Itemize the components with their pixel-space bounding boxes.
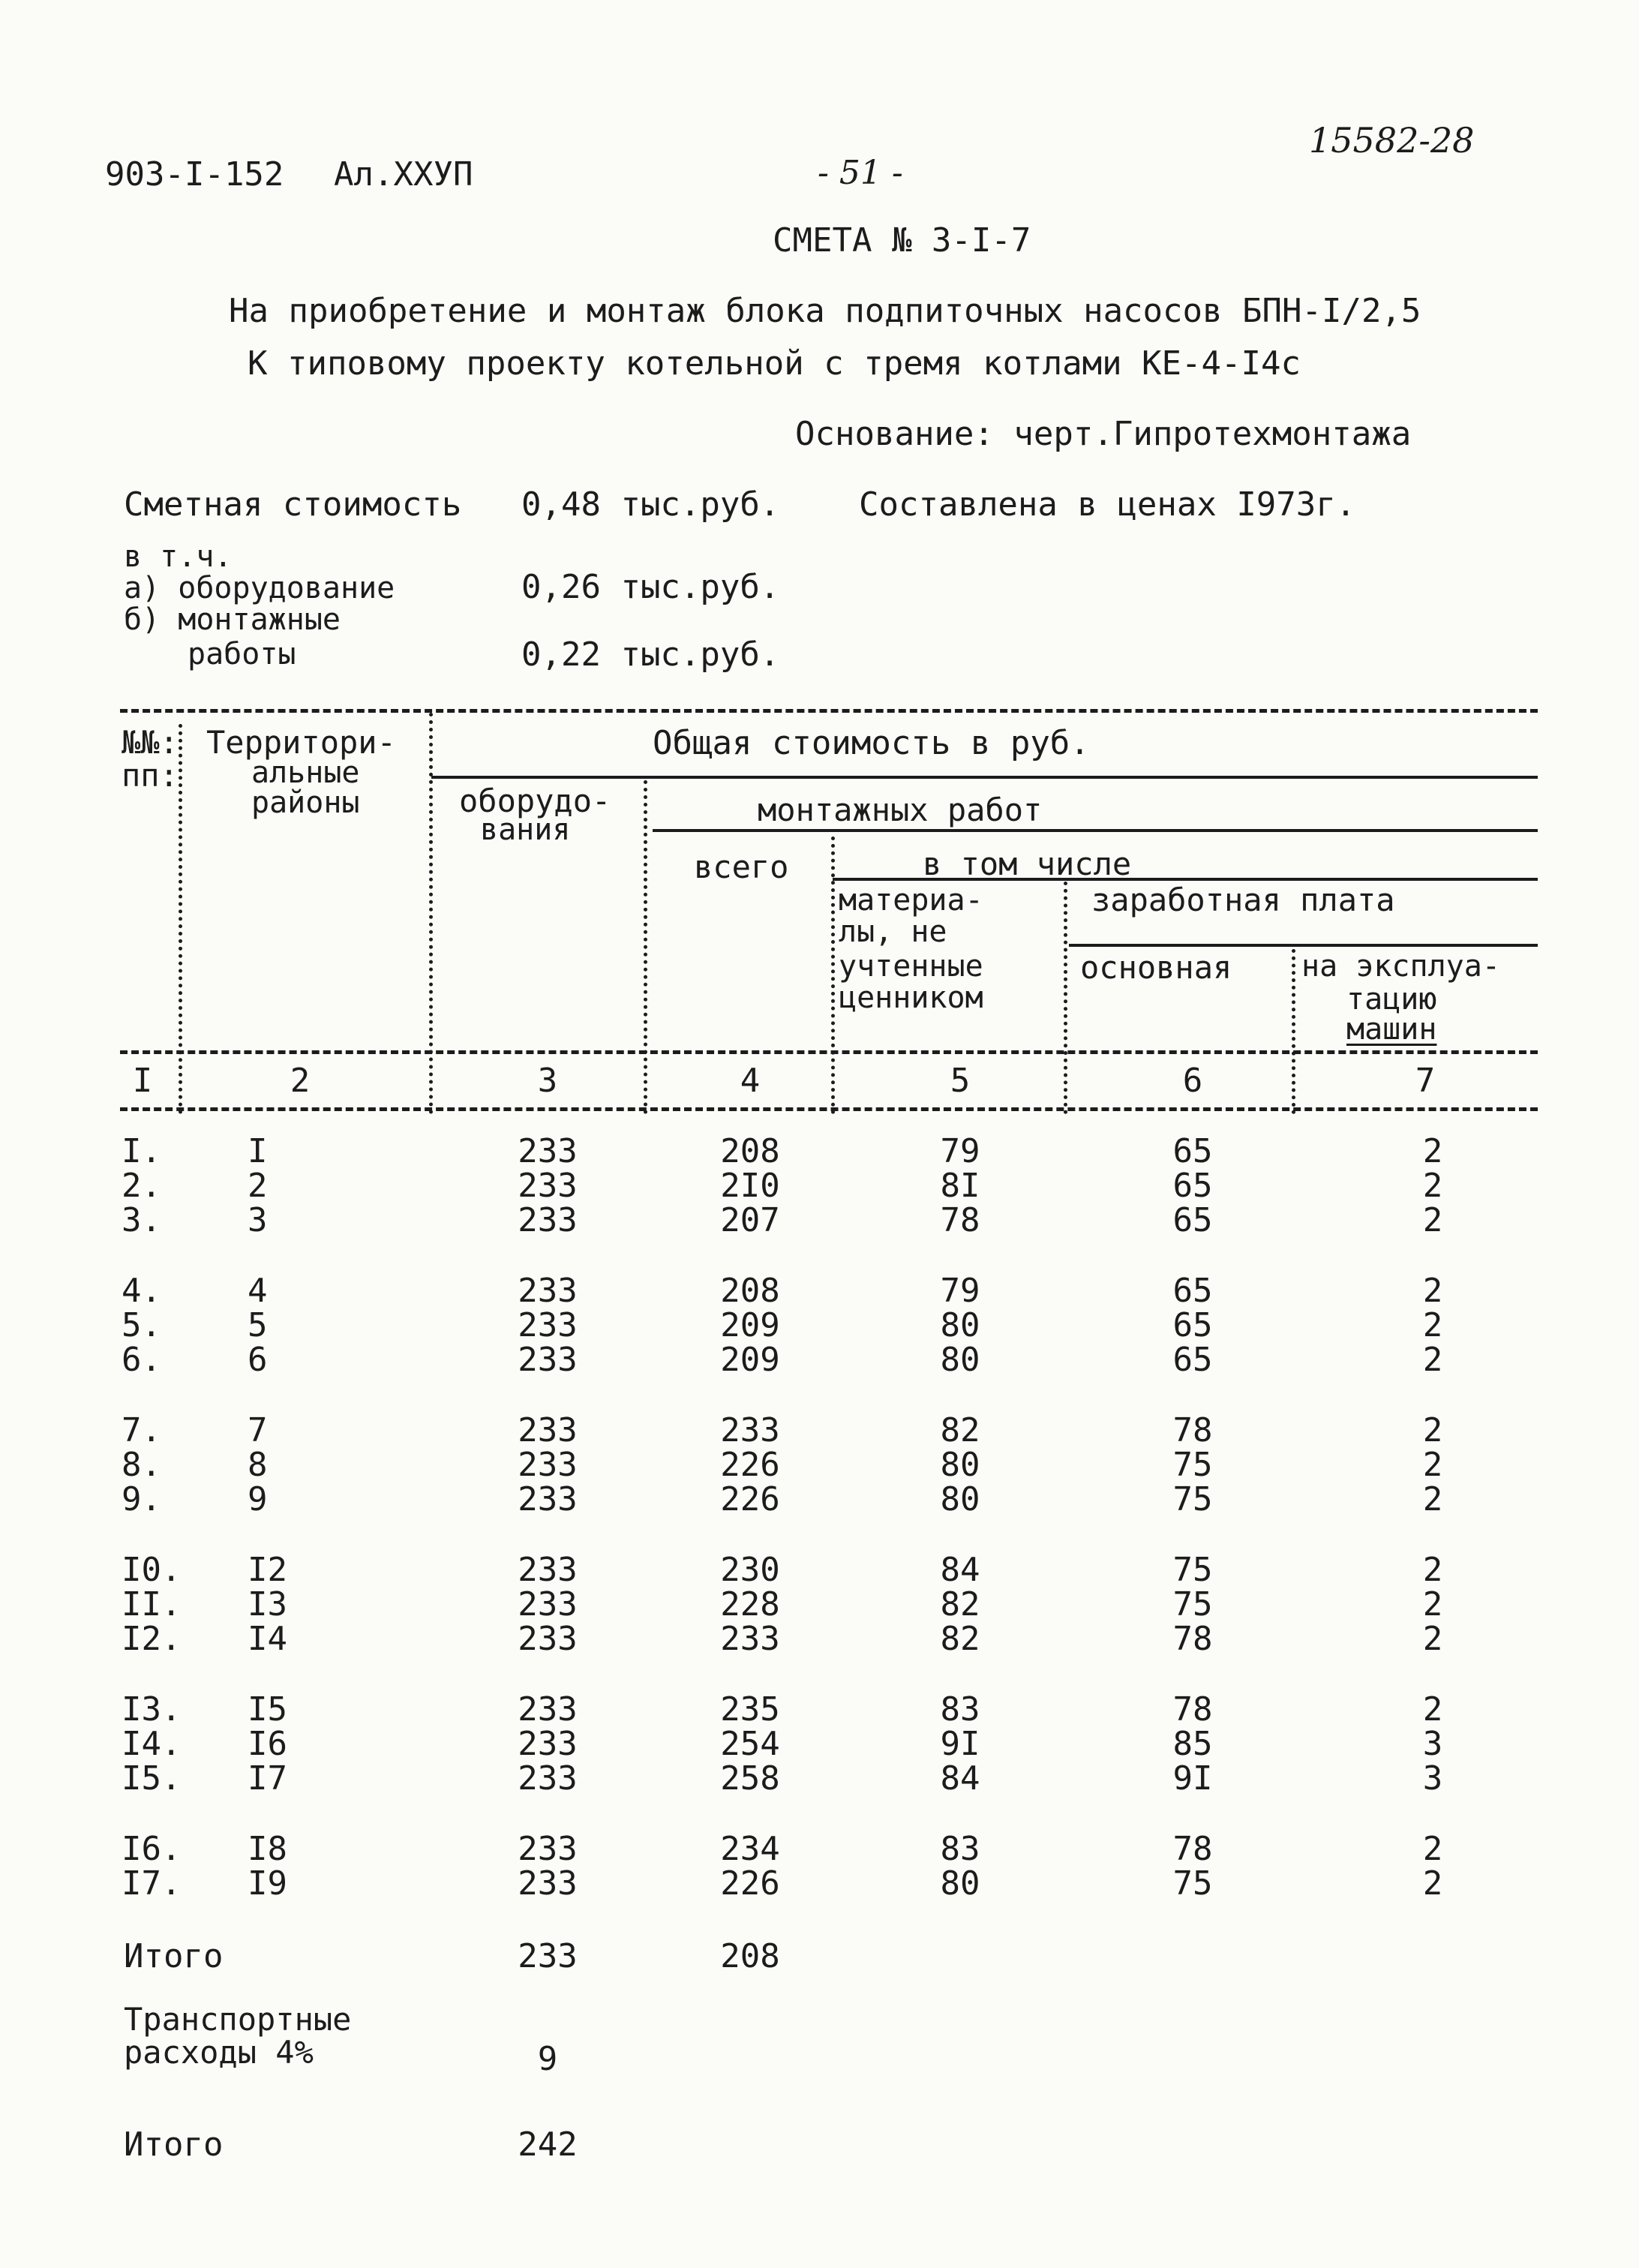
cost-cell-col-7: 2 (1422, 1690, 1443, 1729)
cost-cell-col-6: 65 (1172, 1272, 1213, 1310)
row-number: I4. (122, 1725, 182, 1763)
cost-cell-col-7: 2 (1422, 1830, 1443, 1868)
column-number-6: 6 (1182, 1062, 1203, 1100)
column-number-3: 3 (537, 1062, 558, 1100)
row-number: 8. (122, 1446, 161, 1484)
cost-cell-col-5: 82 (940, 1585, 980, 1624)
row-number: I. (122, 1132, 161, 1170)
region-number: I5 (248, 1690, 287, 1729)
cost-cell-col-6: 78 (1172, 1620, 1213, 1658)
total-cost-rule (431, 776, 1538, 779)
cost-cell-col-7: 2 (1422, 1620, 1443, 1658)
document-code: 903-I-152 (105, 155, 284, 194)
region-number: I2 (248, 1551, 287, 1589)
col-divider-6 (1292, 949, 1295, 1114)
cost-cell-col-4: 208 (720, 1272, 780, 1310)
cost-cell-col-7: 2 (1422, 1864, 1443, 1903)
cost-cell-col-3: 233 (518, 1690, 578, 1729)
region-number: I8 (248, 1830, 287, 1868)
cost-cell-col-3: 233 (518, 1480, 578, 1519)
header-region-3: районы (251, 786, 360, 820)
region-number: 5 (248, 1306, 268, 1344)
cost-cell-col-4: 228 (720, 1585, 780, 1624)
cost-cell-col-4: 226 (720, 1446, 780, 1484)
cost-cell-col-3: 233 (518, 1864, 578, 1903)
cost-cell-col-3: 233 (518, 1411, 578, 1449)
total-2-label: Итого (124, 2125, 224, 2164)
cost-cell-col-7: 3 (1422, 1759, 1443, 1798)
cost-cell-col-3: 233 (518, 1620, 578, 1658)
cost-cell-col-3: 233 (518, 1272, 578, 1310)
including-label: в т.ч. (124, 539, 233, 574)
header-materials-2: лы, не (839, 915, 947, 949)
cost-cell-col-5: 82 (940, 1620, 980, 1658)
cost-cell-col-7: 2 (1422, 1132, 1443, 1170)
cost-cell-col-7: 2 (1422, 1551, 1443, 1589)
cost-cell-col-5: 84 (940, 1759, 980, 1798)
cost-cell-col-5: 82 (940, 1411, 980, 1449)
estimated-cost-label: Сметная стоимость (124, 485, 462, 524)
cost-cell-col-7: 2 (1422, 1446, 1443, 1484)
column-number-1: I (132, 1062, 153, 1100)
row-number: 3. (122, 1201, 161, 1239)
cost-cell-col-6: 75 (1172, 1585, 1213, 1624)
cost-cell-col-5: 78 (940, 1201, 980, 1239)
cost-cell-col-3: 233 (518, 1341, 578, 1379)
basis-line: Основание: черт.Гипротехмонтажа (795, 415, 1412, 453)
region-number: 7 (248, 1411, 268, 1449)
table-top-rule (120, 709, 1538, 713)
column-number-4: 4 (740, 1062, 761, 1100)
row-number: I5. (122, 1759, 182, 1798)
cost-cell-col-6: 78 (1172, 1411, 1213, 1449)
header-region-2: альные (251, 755, 360, 790)
cost-cell-col-4: 258 (720, 1759, 780, 1798)
header-machines-1: на эксплуа- (1301, 949, 1500, 984)
header-machines-3: машин (1346, 1012, 1437, 1047)
region-number: 9 (248, 1480, 268, 1519)
cost-cell-col-4: 233 (720, 1411, 780, 1449)
cost-cell-col-4: 209 (720, 1306, 780, 1344)
header-num-2: пп: (122, 757, 179, 794)
cost-cell-col-7: 2 (1422, 1201, 1443, 1239)
header-materials-1: материа- (839, 883, 983, 918)
cost-cell-col-6: 65 (1172, 1167, 1213, 1205)
cost-cell-col-4: 230 (720, 1551, 780, 1589)
estimated-cost-value: 0,48 тыс.руб. (521, 485, 780, 524)
cost-cell-col-4: 208 (720, 1132, 780, 1170)
estimate-title: СМЕТА № 3-I-7 (773, 221, 1031, 260)
header-machines-2: тацию (1346, 982, 1437, 1017)
cost-cell-col-6: 65 (1172, 1201, 1213, 1239)
cost-cell-col-6: 65 (1172, 1341, 1213, 1379)
transport-label-1: Транспортные (124, 2001, 352, 2038)
region-number: 4 (248, 1272, 268, 1310)
region-number: 2 (248, 1167, 268, 1205)
equipment-cost-value: 0,26 тыс.руб. (521, 568, 780, 606)
row-number: I7. (122, 1864, 182, 1903)
row-number: 5. (122, 1306, 161, 1344)
cost-cell-col-6: 65 (1172, 1132, 1213, 1170)
total-2-value: 242 (518, 2125, 578, 2164)
cost-cell-col-6: 85 (1172, 1725, 1213, 1763)
header-bottom-rule (120, 1050, 1538, 1054)
col-divider-2 (429, 713, 433, 1114)
works-cost-label-cont: работы (188, 637, 296, 671)
cost-cell-col-4: 207 (720, 1201, 780, 1239)
cost-cell-col-5: 83 (940, 1690, 980, 1729)
equipment-cost-label: а) оборудование (124, 571, 395, 605)
header-wages: заработная плата (1091, 882, 1395, 918)
cost-cell-col-4: 226 (720, 1480, 780, 1519)
row-number: I0. (122, 1551, 182, 1589)
region-number: 6 (248, 1341, 268, 1379)
cost-cell-col-4: 233 (720, 1620, 780, 1658)
row-number: 4. (122, 1272, 161, 1310)
region-number: I3 (248, 1585, 287, 1624)
works-cost-label: б) монтажные (124, 602, 341, 637)
cost-cell-col-7: 3 (1422, 1725, 1443, 1763)
total-1-works: 208 (720, 1937, 780, 1975)
cost-cell-col-3: 233 (518, 1446, 578, 1484)
cost-cell-col-7: 2 (1422, 1306, 1443, 1344)
col-divider-1 (179, 724, 182, 1114)
cost-cell-col-6: 75 (1172, 1446, 1213, 1484)
cost-cell-col-5: 80 (940, 1306, 980, 1344)
cost-cell-col-5: 80 (940, 1864, 980, 1903)
row-number: I2. (122, 1620, 182, 1658)
cost-cell-col-5: 8I (940, 1167, 980, 1205)
cost-cell-col-3: 233 (518, 1201, 578, 1239)
wages-rule (1069, 944, 1538, 947)
cost-cell-col-7: 2 (1422, 1272, 1443, 1310)
title-line-1: На приобретение и монтаж блока подпиточных насосов БПН-I/2,5 (229, 292, 1421, 330)
row-number: 6. (122, 1341, 161, 1379)
region-number: I4 (248, 1620, 287, 1658)
region-number: 8 (248, 1446, 268, 1484)
row-number: I6. (122, 1830, 182, 1868)
row-number: I3. (122, 1690, 182, 1729)
column-numbers-rule (120, 1107, 1538, 1111)
cost-cell-col-4: 254 (720, 1725, 780, 1763)
title-line-2: К типовому проекту котельной с тремя котлами КЕ-4-I4с (248, 344, 1301, 383)
cost-cell-col-3: 233 (518, 1830, 578, 1868)
header-equipment-2: вания (480, 813, 571, 847)
album-number: Ал.XXУП (334, 155, 473, 194)
cost-cell-col-3: 233 (518, 1551, 578, 1589)
header-materials-4: ценником (839, 981, 983, 1015)
cost-cell-col-5: 84 (940, 1551, 980, 1589)
prices-note: Составлена в ценах I973г. (859, 485, 1356, 524)
cost-cell-col-7: 2 (1422, 1411, 1443, 1449)
region-number: I9 (248, 1864, 287, 1903)
cost-cell-col-4: 226 (720, 1864, 780, 1903)
header-including: в том числе (923, 846, 1132, 882)
header-basic: основная (1080, 949, 1232, 986)
header-equipment-1: оборудо- (459, 783, 611, 819)
row-number: 2. (122, 1167, 161, 1205)
cost-cell-col-6: 65 (1172, 1306, 1213, 1344)
stamp-number: 15582-28 (1309, 120, 1475, 161)
region-number: I7 (248, 1759, 287, 1798)
cost-cell-col-5: 9I (940, 1725, 980, 1763)
cost-cell-col-3: 233 (518, 1167, 578, 1205)
cost-cell-col-6: 75 (1172, 1480, 1213, 1519)
column-number-2: 2 (290, 1062, 311, 1100)
region-number: I (248, 1132, 268, 1170)
page-number: - 51 - (818, 154, 903, 192)
cost-cell-col-6: 75 (1172, 1864, 1213, 1903)
header-install-works: монтажных работ (758, 792, 1043, 828)
cost-cell-col-5: 80 (940, 1446, 980, 1484)
cost-cell-col-4: 2I0 (720, 1167, 780, 1205)
region-number: 3 (248, 1201, 268, 1239)
cost-cell-col-3: 233 (518, 1585, 578, 1624)
transport-value: 9 (537, 2040, 558, 2078)
install-works-rule (653, 829, 1538, 832)
header-total-cost: Общая стоимость в руб. (653, 724, 1090, 762)
cost-cell-col-7: 2 (1422, 1480, 1443, 1519)
header-all: всего (694, 849, 789, 885)
col-divider-5 (1064, 882, 1067, 1114)
column-number-7: 7 (1415, 1062, 1436, 1100)
total-1-equipment: 233 (518, 1937, 578, 1975)
cost-cell-col-5: 79 (940, 1132, 980, 1170)
row-number: II. (122, 1585, 182, 1624)
col-divider-4 (831, 837, 835, 1114)
transport-label-2: расходы 4% (124, 2034, 314, 2071)
header-num-1: №№: (122, 724, 179, 761)
row-number: 7. (122, 1411, 161, 1449)
cost-cell-col-3: 233 (518, 1132, 578, 1170)
cost-cell-col-5: 80 (940, 1341, 980, 1379)
works-cost-value: 0,22 тыс.руб. (521, 635, 780, 674)
cost-cell-col-4: 234 (720, 1830, 780, 1868)
cost-cell-col-5: 80 (940, 1480, 980, 1519)
cost-cell-col-5: 83 (940, 1830, 980, 1868)
col-divider-3 (644, 780, 647, 1114)
header-region-1: Территори- (206, 724, 396, 761)
cost-cell-col-6: 78 (1172, 1690, 1213, 1729)
cost-cell-col-4: 235 (720, 1690, 780, 1729)
cost-cell-col-6: 9I (1172, 1759, 1213, 1798)
cost-cell-col-7: 2 (1422, 1167, 1443, 1205)
column-number-5: 5 (950, 1062, 971, 1100)
cost-cell-col-3: 233 (518, 1306, 578, 1344)
cost-cell-col-6: 75 (1172, 1551, 1213, 1589)
cost-cell-col-7: 2 (1422, 1585, 1443, 1624)
row-number: 9. (122, 1480, 161, 1519)
cost-cell-col-6: 78 (1172, 1830, 1213, 1868)
cost-cell-col-7: 2 (1422, 1341, 1443, 1379)
header-materials-3: учтенные (839, 949, 983, 984)
total-1-label: Итого (124, 1937, 224, 1975)
cost-cell-col-3: 233 (518, 1725, 578, 1763)
region-number: I6 (248, 1725, 287, 1763)
cost-cell-col-3: 233 (518, 1759, 578, 1798)
cost-cell-col-5: 79 (940, 1272, 980, 1310)
cost-cell-col-4: 209 (720, 1341, 780, 1379)
